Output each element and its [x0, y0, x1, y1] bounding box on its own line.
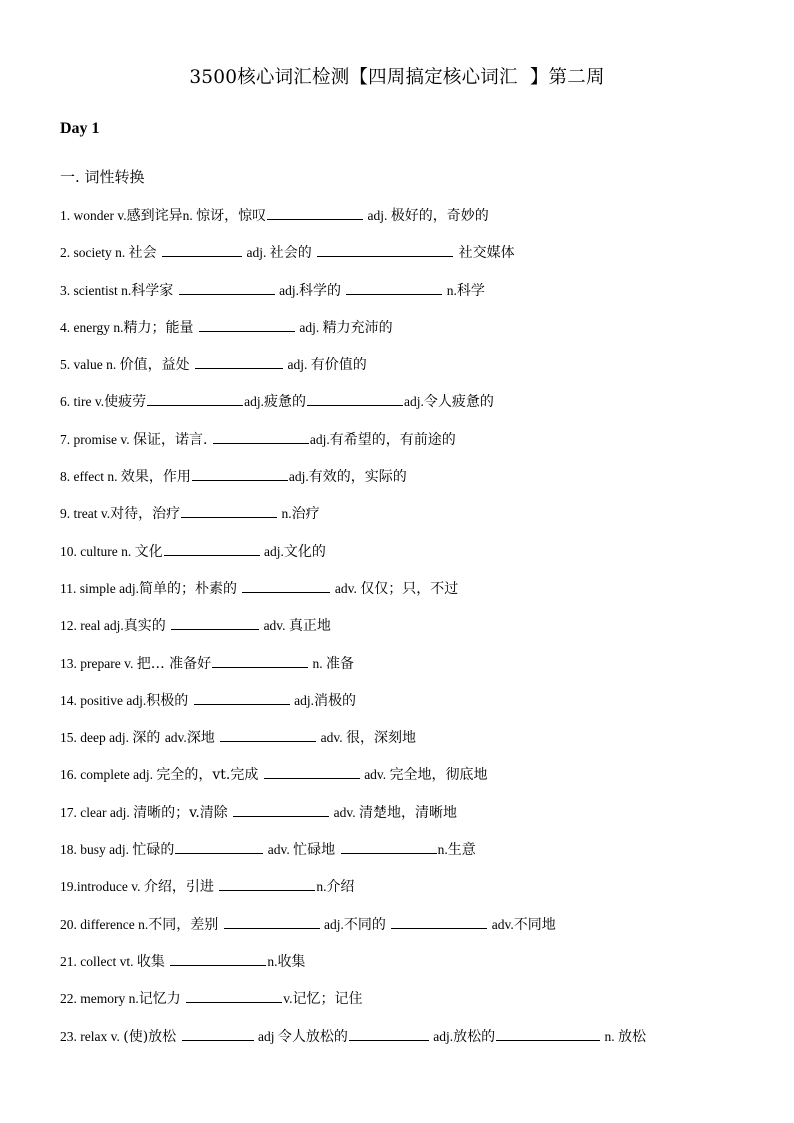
item-text: 积极的 [146, 692, 193, 709]
item-text: (使)放松 [123, 1028, 181, 1045]
item-text: adv. [330, 804, 359, 820]
exercise-item [60, 950, 760, 987]
exercise-item [60, 279, 760, 316]
item-text: adv. [164, 730, 187, 746]
exercise-item [60, 987, 760, 1024]
exercise-item [60, 689, 760, 726]
item-text: 精力；能量 [123, 319, 198, 336]
item-text: 令人疲惫的 [423, 394, 494, 411]
answer-blank[interactable] [212, 652, 308, 668]
item-text: 23. relax v. [60, 1028, 124, 1044]
item-text: adj. [244, 394, 264, 410]
item-text: 不同地 [513, 916, 556, 933]
item-text: 记忆力 [138, 991, 186, 1008]
answer-blank[interactable] [162, 241, 242, 257]
item-text: 有希望的，有前途的 [329, 431, 456, 448]
answer-blank[interactable] [171, 614, 259, 630]
item-text: 记忆；记住 [292, 991, 363, 1008]
answer-blank[interactable] [195, 353, 283, 369]
item-text: 15. deep adj. [60, 730, 133, 746]
item-text: 5. value n. [60, 357, 120, 373]
item-text: n. [443, 282, 457, 298]
item-text: adj. [290, 692, 314, 708]
item-text: n. [316, 879, 327, 895]
answer-blank[interactable] [496, 1025, 600, 1041]
item-text: 感到诧异 [126, 208, 183, 224]
item-text: 忙碌地 [293, 842, 340, 859]
item-text: 清除 [199, 804, 233, 821]
item-text: adj. [295, 319, 323, 335]
item-text: adj [254, 1028, 278, 1044]
item-text: adv. [331, 580, 361, 596]
exercise-list [60, 204, 760, 1062]
answer-blank[interactable] [175, 838, 263, 854]
item-text: adj. [275, 282, 299, 298]
item-text: n. [601, 1028, 618, 1044]
item-text: 令人放松的 [277, 1028, 348, 1045]
answer-blank[interactable] [224, 913, 320, 929]
item-text: 16. complete adj. [60, 767, 157, 783]
item-text: 21. collect vt. [60, 953, 137, 969]
exercise-item [60, 353, 760, 390]
answer-blank[interactable] [186, 987, 282, 1003]
exercise-item [60, 204, 760, 241]
answer-blank[interactable] [192, 465, 288, 481]
answer-blank[interactable] [179, 279, 275, 295]
item-text: adj. [404, 394, 424, 410]
item-text: 7. promise v. [60, 431, 133, 447]
item-text: 11. simple adj. [60, 580, 139, 596]
exercise-item [60, 540, 760, 577]
item-text: 惊讶，惊叹 [196, 208, 267, 224]
exercise-item [60, 875, 760, 912]
exercise-item [60, 913, 760, 950]
item-text: adj. [309, 431, 330, 447]
item-text: 治疗 [291, 506, 320, 523]
exercise-item [60, 316, 760, 353]
item-text: 14. positive adj. [60, 692, 147, 708]
item-text: 完全的，vt. [156, 767, 231, 784]
item-text: 价值，益处 [119, 357, 195, 374]
item-text: n. [309, 655, 327, 671]
item-text: 清晰的；v. [133, 804, 200, 821]
item-text: 13. prepare v. [60, 655, 137, 671]
item-text: adj. [243, 245, 270, 261]
item-text: 12. real adj. [60, 618, 124, 634]
item-text: 仅仅；只，不过 [360, 580, 459, 597]
item-text: adv. [488, 916, 514, 932]
item-text: 20. difference n. [60, 916, 149, 932]
item-text: 介绍，引进 [143, 879, 219, 896]
answer-blank[interactable] [233, 801, 329, 817]
exercise-item [60, 801, 760, 838]
item-text: 深的 [132, 730, 165, 747]
item-text: adv. [317, 730, 347, 746]
day-heading: Day 1 [60, 120, 100, 137]
answer-blank[interactable] [346, 279, 442, 295]
item-text: 效果，作用 [120, 469, 191, 486]
item-text: 17. clear adj. [60, 804, 134, 820]
answer-blank[interactable] [219, 875, 315, 891]
item-text: 准备 [326, 655, 355, 672]
item-text: n. [182, 208, 197, 223]
item-text: 很，深刻地 [346, 730, 417, 747]
item-text: adv. [260, 618, 289, 634]
item-text: 8. effect n. [60, 469, 121, 485]
item-text: adj. [429, 1028, 454, 1044]
item-text: 2. society n. [60, 245, 129, 261]
item-text: 收集 [277, 953, 306, 970]
item-text: 生意 [447, 842, 476, 859]
exercise-item [60, 428, 760, 465]
item-text: 放松的 [453, 1028, 496, 1045]
item-text: 22. memory n. [60, 991, 139, 1007]
item-text: adj. [364, 208, 391, 223]
exercise-item [60, 726, 760, 763]
item-text: v. [283, 991, 293, 1007]
item-text: adj. [288, 469, 309, 485]
item-text: 真实的 [123, 618, 171, 635]
answer-blank[interactable] [391, 913, 487, 929]
answer-blank[interactable] [242, 577, 330, 593]
item-text: 科学家 [131, 282, 178, 299]
item-text: 不同，差别 [148, 916, 223, 933]
answer-blank[interactable] [349, 1025, 429, 1041]
item-text: adv. [264, 842, 294, 858]
item-text: 使疲劳 [104, 394, 147, 411]
item-text: 4. energy n. [60, 319, 124, 335]
item-text: n. [437, 842, 448, 858]
item-text: 深地 [186, 730, 220, 747]
item-text: 保证，诺言. [133, 431, 212, 448]
item-text: 真正地 [288, 618, 331, 635]
item-text: 完全地，彻底地 [389, 767, 488, 784]
answer-blank[interactable] [194, 689, 290, 705]
exercise-item [60, 614, 760, 651]
answer-blank[interactable] [213, 428, 309, 444]
item-text: 把… 准备好 [136, 655, 212, 672]
exercise-item [60, 390, 760, 427]
item-text: n. [278, 506, 292, 522]
item-text: 18. busy adj. [60, 842, 133, 858]
answer-blank[interactable] [182, 1025, 254, 1041]
item-text: 有效的，实际的 [308, 469, 407, 486]
exercise-item [60, 577, 760, 614]
answer-blank[interactable] [220, 726, 316, 742]
answer-blank[interactable] [267, 204, 363, 220]
exercise-item [60, 502, 760, 539]
page-title: 3500核心词汇检测【四周搞定核心词汇 】第二周 [189, 67, 605, 88]
exercise-item [60, 1025, 760, 1062]
exercise-item [60, 465, 760, 502]
item-text: 科学的 [298, 282, 346, 299]
item-text: 3. scientist n. [60, 282, 132, 298]
exercise-item [60, 241, 760, 278]
item-text: adj. [320, 916, 344, 932]
item-text: 清楚地，清晰地 [359, 804, 457, 821]
item-text: 忙碌的 [132, 842, 175, 859]
item-text: 不同的 [343, 916, 391, 933]
answer-blank[interactable] [147, 390, 243, 406]
exercise-item [60, 763, 760, 800]
item-text: 社交媒体 [454, 245, 515, 262]
item-text: 对待，治疗 [110, 506, 181, 523]
answer-blank[interactable] [317, 241, 453, 257]
item-text: 文化的 [283, 543, 326, 560]
answer-blank[interactable] [264, 763, 360, 779]
item-text: n. [267, 953, 278, 969]
item-text: 社会的 [269, 245, 317, 262]
item-text: 介绍 [326, 879, 355, 896]
exercise-item [60, 652, 760, 689]
section-heading: 一. 词性转换 [60, 168, 145, 186]
item-text: 10. culture n. [60, 543, 135, 559]
item-text: adv. [360, 767, 390, 783]
answer-blank[interactable] [181, 502, 277, 518]
item-text: 放松 [617, 1028, 646, 1045]
item-text: 19.introduce v. [60, 879, 144, 895]
item-text: adj. [284, 357, 311, 373]
answer-blank[interactable] [170, 950, 266, 966]
item-text: 6. tire v. [60, 394, 105, 410]
answer-blank[interactable] [199, 316, 295, 332]
item-text: 收集 [136, 953, 170, 970]
answer-blank[interactable] [307, 390, 403, 406]
answer-blank[interactable] [341, 838, 437, 854]
item-text: 消极的 [313, 692, 356, 709]
answer-blank[interactable] [164, 540, 260, 556]
item-text: 9. treat v. [60, 506, 111, 522]
item-text: 精力充沛的 [322, 319, 393, 336]
item-text: 简单的；朴素的 [139, 580, 242, 597]
exercise-item [60, 838, 760, 875]
item-text: 科学 [456, 282, 485, 299]
item-text: 社会 [128, 245, 162, 262]
item-text: 有价值的 [310, 357, 367, 374]
item-text: 完成 [230, 767, 263, 784]
item-text: adj. [260, 543, 284, 559]
item-text: 极好的，奇妙的 [390, 208, 489, 224]
item-text: 疲惫的 [264, 394, 306, 411]
item-text: 1. wonder v. [60, 208, 127, 223]
item-text: 文化 [134, 543, 163, 560]
